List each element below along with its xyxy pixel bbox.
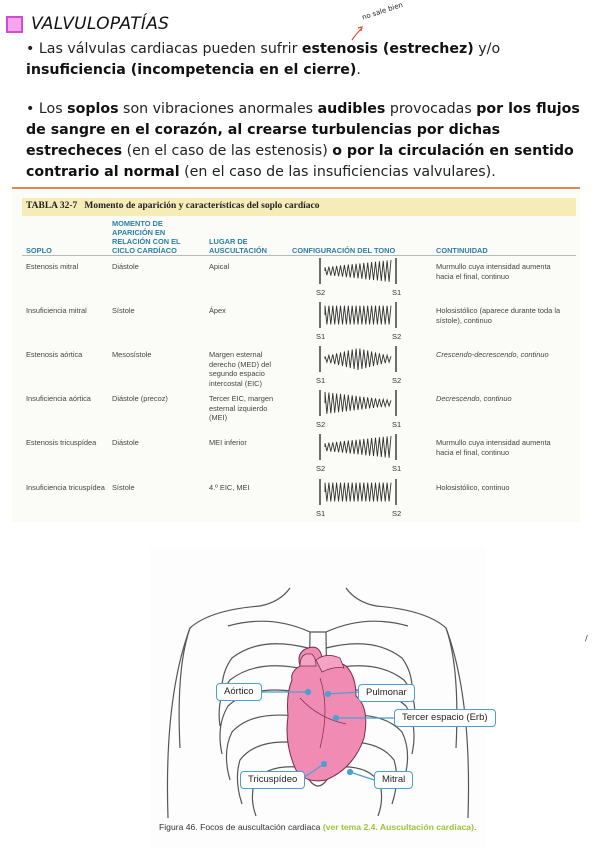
side-mark: / bbox=[585, 634, 588, 643]
cell-soplo: Insuficiencia aórtica bbox=[26, 394, 91, 403]
cell-soplo: Estenosis mitral bbox=[26, 262, 79, 271]
murmur-waveform-crescendo bbox=[308, 256, 408, 298]
heart-sound-label: S1 bbox=[316, 376, 326, 385]
heart-sound-label: S1 bbox=[316, 332, 326, 341]
header-soplo: SOPLO bbox=[26, 246, 52, 255]
page-title: VALVULOPATÍAS bbox=[31, 14, 170, 34]
cell-momento: Sístole bbox=[112, 483, 135, 492]
text-run: o por la circulación en sentido contrario al normal bbox=[26, 143, 574, 180]
cell-momento: Sístole bbox=[112, 306, 135, 315]
cell-momento: Diástole (precoz) bbox=[112, 394, 168, 403]
bullet-icon: • bbox=[26, 101, 39, 117]
text-run: soplos bbox=[67, 101, 119, 117]
label-mitral: Mitral bbox=[374, 771, 413, 789]
waveform-path bbox=[325, 392, 391, 414]
cell-continuidad: Holosistólico, continuo bbox=[436, 483, 510, 492]
text-run: Los bbox=[38, 101, 68, 117]
paragraph-1 bbox=[26, 39, 586, 81]
heart-sound-label: S1 bbox=[392, 420, 402, 429]
margin-note: no sale bien bbox=[361, 0, 404, 22]
murmur-waveform-diamond bbox=[308, 344, 408, 386]
caption-link[interactable]: (ver tema 2.4. Auscultación cardiaca) bbox=[322, 822, 474, 832]
header-divider bbox=[22, 255, 576, 256]
cell-continuidad: Holosistólico (aparece durante toda la sístole), continuo bbox=[436, 306, 561, 325]
table-title: Momento de aparición y características del soplo cardíaco bbox=[84, 201, 320, 211]
text-run: audibles bbox=[317, 101, 386, 117]
text-run: provocadas bbox=[385, 101, 477, 117]
heart-sound-label: S2 bbox=[316, 420, 326, 429]
murmur-waveform-flat bbox=[308, 477, 408, 519]
heart-sound-label: S2 bbox=[316, 464, 326, 473]
cell-soplo: Insuficiencia mitral bbox=[26, 306, 87, 315]
murmur-waveform-flat bbox=[308, 300, 408, 342]
cell-continuidad: Crescendo-decrescendo, continuo bbox=[436, 350, 549, 359]
waveform-path bbox=[325, 349, 391, 371]
label-tricuspideo: Tricuspídeo bbox=[240, 771, 305, 789]
waveform-path bbox=[325, 306, 391, 325]
cell-soplo: Estenosis tricuspídea bbox=[26, 438, 97, 447]
caption-text: Figura 46. Focos de auscultación cardiaca bbox=[159, 822, 323, 832]
cell-lugar: Margen esternal derecho (MED) del segundo espacio intercostal (EIC) bbox=[209, 350, 272, 388]
cell-lugar: Tercer EIC, margen esternal izquierdo (MEI) bbox=[209, 394, 274, 422]
heart-sound-label: S1 bbox=[392, 464, 402, 473]
heart-sound-label: S2 bbox=[392, 376, 402, 385]
label-erb: Tercer espacio (Erb) bbox=[394, 709, 496, 727]
cell-momento: Diástole bbox=[112, 438, 139, 447]
cell-momento: Mesosístole bbox=[112, 350, 152, 359]
section-heading bbox=[6, 14, 169, 34]
auscultation-figure bbox=[150, 548, 486, 848]
text-run: y/o bbox=[473, 41, 501, 57]
header-continuidad: CONTINUIDAD bbox=[436, 246, 488, 255]
heart-sound-label: S1 bbox=[316, 509, 326, 518]
table-number: TABLA 32-7 bbox=[26, 201, 78, 211]
label-aortico: Aórtico bbox=[216, 683, 262, 701]
cell-lugar: Apical bbox=[209, 262, 230, 271]
bullet-icon: • bbox=[26, 41, 39, 57]
text-run: (en el caso de las insuficiencias valvulares). bbox=[179, 164, 496, 180]
waveform-path bbox=[325, 436, 391, 458]
cell-continuidad: Decrescendo, continuo bbox=[436, 394, 512, 403]
text-run: son vibraciones anormales bbox=[118, 101, 318, 117]
table-title-bar bbox=[22, 198, 576, 216]
cell-continuidad: Murmullo cuya intensidad aumenta hacia el final, continuo bbox=[436, 438, 551, 457]
heart-sound-label: S2 bbox=[392, 509, 402, 518]
text-run: Las válvulas cardiacas pueden sufrir bbox=[38, 41, 302, 57]
cell-lugar: 4.º EIC, MEI bbox=[209, 483, 250, 492]
cell-lugar: MEI inferior bbox=[209, 438, 247, 447]
header-lugar: LUGAR DE AUSCULTACIÓN bbox=[209, 237, 268, 255]
text-run: . bbox=[356, 62, 361, 78]
text-run: (en el caso de las estenosis) bbox=[122, 143, 333, 159]
text-run: insuficiencia (incompetencia en el cierre) bbox=[26, 62, 357, 78]
waveform-path bbox=[325, 483, 391, 502]
paragraph-2 bbox=[26, 99, 586, 183]
pink-checkbox-icon bbox=[6, 16, 23, 33]
heart-sound-label: S1 bbox=[392, 288, 402, 297]
text-run: estenosis (estrechez) bbox=[301, 41, 474, 57]
cell-continuidad: Murmullo cuya intensidad aumenta hacia el final, continuo bbox=[436, 262, 551, 281]
header-momento: MOMENTO DE APARICIÓN EN RELACIÓN CON EL CICLO CARDÍACO bbox=[112, 219, 181, 255]
heart-sound-label: S2 bbox=[392, 332, 402, 341]
divider bbox=[12, 187, 580, 189]
heart-sound-label: S2 bbox=[316, 288, 326, 297]
label-pulmonar: Pulmonar bbox=[358, 684, 415, 702]
cell-lugar: Ápex bbox=[209, 306, 226, 315]
cell-momento: Diástole bbox=[112, 262, 139, 271]
murmur-table bbox=[12, 190, 580, 522]
header-tono: CONFIGURACIÓN DEL TONO bbox=[292, 246, 396, 255]
cell-soplo: Estenosis aórtica bbox=[26, 350, 83, 359]
waveform-path bbox=[325, 260, 391, 282]
chest-illustration bbox=[150, 548, 486, 818]
murmur-waveform-crescendo bbox=[308, 432, 408, 474]
heart-icon bbox=[287, 647, 366, 781]
caption-end: . bbox=[473, 822, 477, 832]
murmur-waveform-decrescendo bbox=[308, 388, 408, 430]
figure-caption bbox=[159, 822, 489, 833]
text-run: por los flujos de sangre en el corazón, al crearse turbulencias por dichas estrecheces bbox=[26, 101, 580, 159]
cell-soplo: Insuficiencia tricuspídea bbox=[26, 483, 105, 492]
